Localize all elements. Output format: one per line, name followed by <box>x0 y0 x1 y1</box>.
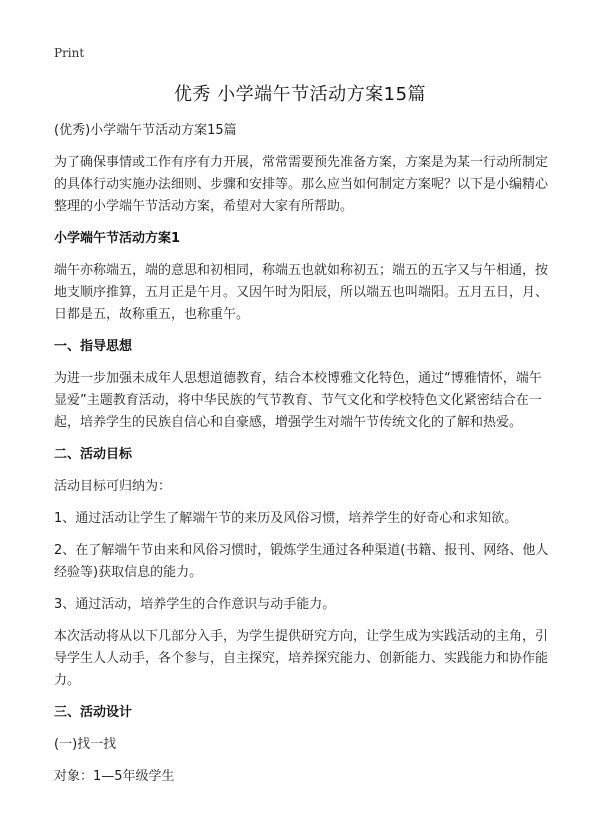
section3-heading: 三、活动设计 <box>54 705 133 720</box>
section3-target: 对象：1—5年级学生 <box>54 769 175 784</box>
document-body <box>54 120 554 798</box>
goal-item: 2、在了解端午节由来和风俗习惯时，锻炼学生通过各种渠道(书籍、报刊、网络、他人经验等)获取信息的能力。 <box>54 543 549 580</box>
section1-heading: 一、指导思想 <box>54 339 133 354</box>
plan1-paragraph: 端午亦称端五，端的意思和初相同，称端五也就如称初五；端五的五字又与午相通，按地支顺序推算，五月正是午月。又因午时为阳辰，所以端五也叫端阳。五月五日，月、日都是五，故称重五，也称重午。 <box>54 263 549 322</box>
page-title: 优秀 小学端午节活动方案15篇 <box>173 84 427 105</box>
subtitle: (优秀)小学端午节活动方案15篇 <box>54 123 237 138</box>
section3-subheading: (一)找一找 <box>54 737 117 752</box>
section1-paragraph: 为进一步加强未成年人思想道德教育，结合本校博雅文化特色，通过“博雅情怀，端午显爱”主题教育活动，将中华民族的气节教育、节气文化和学校特色文化紧密结合在一起，培养学生的民族自信心和自豪感，增强学生对端午节传统文化的了解和热爱。 <box>54 371 542 430</box>
goal-item: 3、通过活动，培养学生的合作意识与动手能力。 <box>54 597 336 612</box>
section2-summary: 本次活动将从以下几部分入手，为学生提供研究方向，让学生成为实践活动的主角，引导学生人人动手，各个参与，自主探究，培养探究能力、创新能力、实践能力和协作能力。 <box>54 629 549 688</box>
section2-heading: 二、活动目标 <box>54 447 133 462</box>
plan1-heading: 小学端午节活动方案1 <box>54 231 181 246</box>
goal-item: 1、通过活动让学生了解端午节的来历及风俗习惯，培养学生的好奇心和求知欲。 <box>54 511 518 526</box>
intro-paragraph: 为了确保事情或工作有序有力开展，常常需要预先准备方案，方案是为某一行动所制定的具体行动实施办法细则、步骤和安排等。那么应当如何制定方案呢？以下是小编精心整理的小学端午节活动方案，希望对大家有所帮助。 <box>54 155 549 214</box>
section2-intro: 活动目标可归纳为： <box>54 479 172 494</box>
print-label[interactable]: Print <box>54 46 85 60</box>
